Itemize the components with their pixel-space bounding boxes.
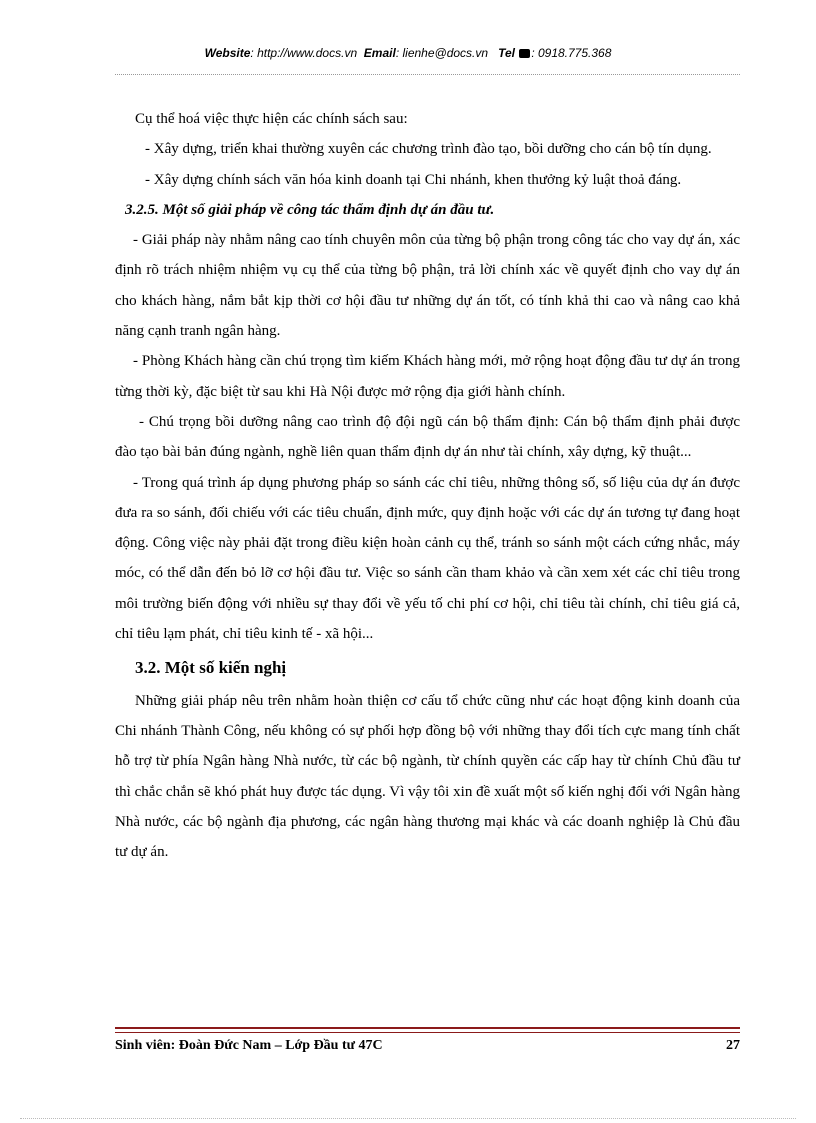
- footer-student: Sinh viên: Đoàn Đức Nam – Lớp Đầu tư 47C: [115, 1038, 383, 1053]
- page-bottom-divider: [20, 1118, 796, 1119]
- header-divider: [115, 74, 740, 75]
- email-label: Email: [363, 46, 396, 60]
- website-value: : http://www.docs.vn: [250, 46, 358, 60]
- page-header: [0, 46, 816, 60]
- paragraph: - Xây dựng, triển khai thường xuyên các chương trình đào tạo, bồi dưỡng cho cán bộ tín dụng.: [145, 141, 712, 158]
- paragraph: - Trong quá trình áp dụng phương pháp so sánh các chỉ tiêu, những thông số, số liệu của dự án được đưa ra so sánh, đối chiếu với các tiêu chuẩn, định mức, quy định hoặc với các dự án tương tự đang hoạt động. Công việc này phải đặt trong điều kiện hoàn cảnh cụ thể, tránh so sánh một cách cứng nhắc, máy móc, có thể dẫn đến bỏ lỡ cơ hội đầu tư. Việc so sánh cần tham khảo và cần xem xét các chỉ tiêu trong môi trường biến động với nhiều sự thay đổi về yếu tố chi phí cơ hội, chỉ tiêu tài chính, chỉ tiêu giá cả, chỉ tiêu lạm phát, chỉ tiêu kinh tế - xã hội...: [115, 474, 740, 643]
- footer-divider-thin: [115, 1032, 740, 1033]
- tel-label: Tel: [498, 46, 515, 60]
- paragraph: Những giải pháp nêu trên nhằm hoàn thiện cơ cấu tổ chức cũng như các hoạt động kinh doanh của Chi nhánh Thành Công, nếu không có sự phối hợp đồng bộ với những thay đổi tích cực mang tính chất hỗ trợ từ phía Ngân hàng Nhà nước, từ các bộ ngành, từ chính quyền các cấp hay từ chính Chủ đầu tư thì chắc chắn sẽ khó phát huy được tác dụng. Vì vậy tôi xin đề xuất một số kiến nghị đối với Ngân hàng Nhà nước, các bộ ngành địa phương, các ngân hàng thương mại khác và các doanh nghiệp là Chủ đầu tư dự án.: [115, 692, 740, 861]
- website-label: Website: [204, 46, 251, 60]
- chapter-heading: 3.2. Một số kiến nghị: [135, 658, 287, 678]
- section-heading: 3.2.5. Một số giải pháp về công tác thẩm định dự án đầu tư.: [125, 201, 495, 218]
- paragraph: - Chú trọng bồi dưỡng nâng cao trình độ đội ngũ cán bộ thẩm định: Cán bộ thẩm định phải được đào tạo bài bản đúng ngành, nghề liên quan thẩm định dự án như tài chính, xây dựng, kỹ thuật...: [115, 413, 740, 461]
- paragraph: - Giải pháp này nhằm nâng cao tính chuyên môn của từng bộ phận trong công tác cho vay dự án, xác định rõ trách nhiệm nhiệm vụ cụ thể của từng bộ phận, trả lời chính xác về quyết định cho vay dự án cho khách hàng, nắm bắt kịp thời cơ hội đầu tư những dự án tốt, có tính khả thi cao và nâng cao khả năng cạnh tranh ngân hàng.: [115, 232, 740, 340]
- page-number: 27: [726, 1038, 740, 1053]
- tel-value: : 0918.775.368: [531, 46, 612, 60]
- paragraph: - Phòng Khách hàng cần chú trọng tìm kiếm Khách hàng mới, mở rộng hoạt động đầu tư dự án trong từng thời kỳ, đặc biệt từ sau khi Hà Nội được mở rộng địa giới hành chính.: [115, 353, 740, 400]
- paragraph: - Xây dựng chính sách văn hóa kinh doanh tại Chi nhánh, khen thưởng kỷ luật thoả đáng.: [145, 171, 682, 188]
- email-value: : lienhe@docs.vn: [395, 46, 489, 60]
- footer-divider-thick: [115, 1027, 740, 1029]
- paragraph: Cụ thể hoá việc thực hiện các chính sách sau:: [135, 111, 408, 127]
- document-body: [115, 104, 740, 867]
- phone-icon: [519, 49, 530, 58]
